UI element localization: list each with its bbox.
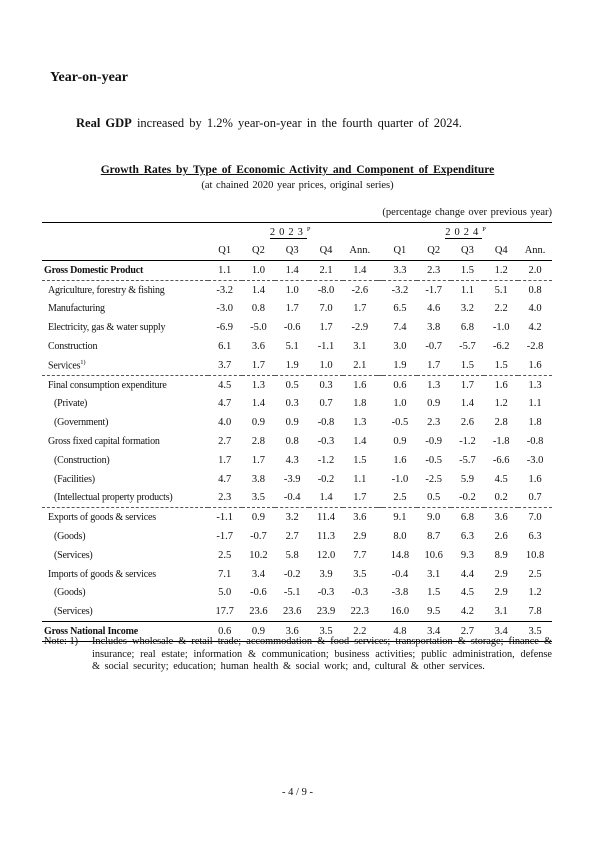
- row-label-text: (Private): [54, 398, 88, 410]
- row-label: [42, 527, 208, 546]
- row-label-text: Construction: [48, 341, 98, 353]
- row-label-text: (Facilities): [54, 473, 95, 485]
- table-row: [42, 413, 552, 432]
- table-cell: 17.7: [208, 602, 242, 621]
- table-cell: 2.5: [528, 568, 542, 580]
- row-label: [42, 280, 208, 299]
- table-cell: -5.7: [459, 341, 476, 353]
- table-cell: 2.6: [494, 531, 508, 543]
- table-cell: 4.2: [451, 602, 485, 621]
- quarter-header-row: [42, 241, 552, 261]
- year-2023-label: 2023: [269, 227, 307, 239]
- table-cell: 10.2: [249, 549, 268, 561]
- table-cell: 1.8: [528, 417, 542, 429]
- table-cell: 1.8: [353, 398, 367, 410]
- table-cell: 1.7: [285, 303, 299, 315]
- table-cell: 3.6: [353, 512, 367, 524]
- row-label-text: Imports of goods & services: [48, 568, 156, 580]
- table-cell: 5.0: [218, 587, 232, 599]
- table-cell: 1.6: [518, 356, 552, 375]
- table-cell: -0.5: [425, 454, 442, 466]
- table-cell: 1.1: [528, 398, 542, 410]
- table-cell: 1.7: [251, 454, 265, 466]
- section-heading: Year-on-year: [50, 70, 129, 85]
- row-label: [42, 470, 208, 489]
- table-cell: -0.7: [425, 341, 442, 353]
- table-cell: -2.5: [425, 473, 442, 485]
- table-cell: 1.4: [353, 436, 367, 448]
- table-cell: 1.7: [319, 322, 333, 334]
- table-cell: -2.9: [351, 322, 369, 334]
- table-cell: 0.8: [528, 284, 542, 296]
- table-cell: 1.5: [451, 356, 485, 375]
- table-cell: 1.3: [251, 379, 265, 391]
- table-cell: 23.6: [275, 602, 309, 621]
- footnote-ref: 1): [80, 359, 86, 367]
- column-header: Ann.: [518, 241, 552, 261]
- table-row: [42, 356, 552, 375]
- table-cell: -1.2: [317, 454, 335, 466]
- table-cell: 4.5: [218, 379, 232, 391]
- table-cell: 1.2: [528, 587, 542, 599]
- growth-rates-table: [42, 222, 552, 642]
- table-cell: 0.5: [285, 379, 299, 391]
- table-row: [42, 584, 552, 603]
- table-cell: 1.3: [353, 417, 367, 429]
- row-label-text: Services: [48, 360, 81, 372]
- table-cell: 6.5: [393, 303, 407, 315]
- table-cell: 3.0: [393, 341, 407, 353]
- row-label-text: Electricity, gas & water supply: [48, 322, 166, 334]
- table-cell: 7.0: [528, 512, 542, 524]
- table-cell: 1.5: [484, 356, 518, 375]
- table-cell: 5.1: [285, 341, 299, 353]
- table-cell: 1.5: [451, 261, 485, 281]
- table-cell: 2.3: [427, 417, 441, 429]
- table-cell: -1.7: [425, 284, 442, 296]
- table-cell: 1.6: [494, 379, 508, 391]
- column-header: Q1: [383, 241, 417, 261]
- table-cell: 14.8: [390, 549, 410, 561]
- table-cell: 1.9: [275, 356, 309, 375]
- table-row: [42, 280, 552, 299]
- table-cell: -1.8: [492, 436, 510, 448]
- table-cell: 1.1: [460, 284, 475, 296]
- table-cell: 3.1: [353, 341, 367, 353]
- column-header: Q2: [242, 241, 276, 261]
- table-cell: 1.6: [393, 454, 407, 466]
- row-label: [42, 261, 208, 281]
- year-2023-mark: P: [306, 225, 315, 233]
- table-row: [42, 470, 552, 489]
- table-cell: 12.0: [316, 549, 336, 561]
- table-cell: 1.1: [208, 261, 242, 281]
- table-cell: 3.8: [427, 322, 441, 334]
- table-cell: 3.4: [417, 622, 451, 642]
- table-cell: -0.3: [317, 436, 335, 448]
- table-cell: 4.0: [528, 303, 542, 315]
- table-cell: 3.8: [251, 473, 265, 485]
- table-cell: -0.2: [317, 473, 335, 485]
- row-label-text: (Services): [54, 549, 93, 561]
- table-cell: 2.1: [343, 356, 377, 375]
- table-cell: 2.9: [353, 531, 367, 543]
- table-cell: 4.4: [460, 568, 475, 580]
- table-cell: 0.6: [393, 379, 407, 391]
- footnote-text: Includes wholesale & retail trade; accommodation & food services; transportation & storage; finance & insurance; real estate; information & communication; business activities; public administration, defense & social security; education; human health & social work; and, cultural & other services.: [92, 636, 552, 673]
- table-cell: 2.7: [451, 622, 485, 642]
- table-cell: 6.8: [460, 322, 475, 334]
- table-cell: 16.0: [383, 602, 417, 621]
- table-cell: 0.2: [484, 489, 518, 508]
- row-label-text: (Goods): [54, 531, 86, 543]
- table-cell: 0.8: [251, 303, 265, 315]
- footnote: [44, 636, 552, 674]
- row-label: [42, 432, 208, 451]
- row-label-text: (Goods): [54, 587, 86, 599]
- table-cell: 3.4: [251, 568, 265, 580]
- table-cell: 1.5: [353, 454, 367, 466]
- row-label-text: (Services): [54, 606, 93, 618]
- table-cell: 1.2: [484, 261, 518, 281]
- row-label: [42, 356, 208, 375]
- row-label-text: (Intellectual property products): [54, 492, 173, 504]
- table-cell: 7.8: [518, 602, 552, 621]
- table-cell: 3.5: [242, 489, 276, 508]
- table-cell: 11.4: [317, 512, 335, 524]
- table-cell: 0.9: [251, 417, 265, 429]
- table-cell: -0.4: [275, 489, 309, 508]
- row-label: [42, 337, 208, 356]
- table-cell: 0.5: [417, 489, 451, 508]
- table-cell: 6.3: [528, 531, 542, 543]
- row-label-text: Gross fixed capital formation: [48, 436, 160, 448]
- table-cell: 1.7: [460, 379, 475, 391]
- table-cell: 3.5: [518, 622, 552, 642]
- table-cell: -3.9: [283, 473, 301, 485]
- table-cell: 5.8: [285, 549, 299, 561]
- table-cell: 23.6: [242, 602, 276, 621]
- table-cell: 1.4: [343, 261, 377, 281]
- table-cell: 1.0: [285, 284, 299, 296]
- table-cell: 8.0: [393, 531, 407, 543]
- table-cell: 4.8: [383, 622, 417, 642]
- table-cell: 7.0: [319, 303, 333, 315]
- table-row: [42, 261, 552, 281]
- table-cell: -0.5: [391, 417, 409, 429]
- row-label: [42, 565, 208, 584]
- column-header: Q1: [208, 241, 242, 261]
- table-cell: 9.3: [460, 549, 475, 561]
- table-cell: 2.2: [343, 622, 377, 642]
- table-cell: 2.8: [494, 417, 508, 429]
- table-cell: 0.3: [319, 379, 333, 391]
- row-label: [42, 451, 208, 470]
- table-cell: 1.0: [309, 356, 343, 375]
- table-cell: 2.1: [309, 261, 343, 281]
- table-row: [42, 489, 552, 508]
- row-label: [42, 602, 208, 621]
- table-cell: 4.0: [218, 417, 232, 429]
- column-header: Ann.: [343, 241, 377, 261]
- row-label-text: (Construction): [54, 454, 110, 466]
- table-cell: 1.2: [494, 398, 508, 410]
- table-cell: -0.8: [526, 436, 544, 448]
- table-cell: 1.6: [528, 473, 542, 485]
- table-cell: -6.6: [492, 454, 510, 466]
- table-cell: 9.5: [417, 602, 451, 621]
- row-label: [42, 508, 208, 527]
- table-cell: 1.7: [242, 356, 276, 375]
- table-cell: 4.7: [218, 398, 232, 410]
- table-cell: -0.3: [351, 587, 369, 599]
- table-cell: 4.5: [460, 587, 475, 599]
- table-cell: 2.5: [218, 549, 232, 561]
- table-cell: -5.0: [250, 322, 267, 334]
- table-cell: 3.6: [275, 622, 309, 642]
- table-cell: -3.0: [216, 303, 233, 315]
- table-cell: 2.6: [460, 417, 475, 429]
- table-cell: 8.7: [427, 531, 441, 543]
- table-cell: 1.3: [427, 379, 441, 391]
- table-cell: 4.6: [427, 303, 441, 315]
- table-cell: 1.7: [417, 356, 451, 375]
- table-cell: 3.4: [484, 622, 518, 642]
- table-cell: 9.0: [427, 512, 441, 524]
- table-row: [42, 546, 552, 565]
- table-cell: -1.7: [216, 531, 233, 543]
- table-cell: -8.0: [317, 284, 335, 296]
- table-cell: 4.3: [285, 454, 299, 466]
- table-cell: 7.4: [393, 322, 407, 334]
- table-cell: 0.9: [427, 398, 441, 410]
- column-header: Q4: [484, 241, 518, 261]
- table-cell: 6.1: [218, 341, 232, 353]
- table-cell: 0.7: [518, 489, 552, 508]
- table-cell: 4.7: [218, 473, 232, 485]
- summary-sentence: [76, 116, 462, 131]
- table-cell: -2.8: [526, 341, 544, 353]
- year-2023-header: [208, 223, 377, 242]
- row-label: [42, 584, 208, 603]
- table-row: [42, 565, 552, 584]
- row-label: [42, 546, 208, 565]
- table-cell: -0.2: [283, 568, 301, 580]
- table-cell: 3.3: [383, 261, 417, 281]
- table-cell: 0.9: [242, 622, 276, 642]
- column-header: Q2: [417, 241, 451, 261]
- table-cell: 22.3: [343, 602, 377, 621]
- table-cell: 6.3: [460, 531, 475, 543]
- table-cell: 0.6: [208, 622, 242, 642]
- row-label-text: Gross Domestic Product: [44, 264, 144, 276]
- table-title: Growth Rates by Type of Economic Activity and Component of Expenditure: [100, 164, 495, 176]
- table-cell: -3.8: [391, 587, 409, 599]
- row-label: [42, 318, 208, 337]
- table-cell: -3.0: [526, 454, 544, 466]
- table-cell: -0.4: [391, 568, 409, 580]
- table-cell: -0.6: [250, 587, 267, 599]
- row-label: [42, 489, 208, 508]
- row-label-text: Exports of goods & services: [48, 512, 156, 524]
- table-cell: 11.3: [317, 531, 335, 543]
- table-cell: 8.9: [494, 549, 508, 561]
- table-cell: 1.4: [251, 284, 265, 296]
- table-cell: 4.2: [528, 322, 542, 334]
- table-cell: 2.0: [518, 261, 552, 281]
- table-cell: 10.8: [525, 549, 545, 561]
- table-cell: 23.9: [309, 602, 343, 621]
- year-2024-label: 2024: [445, 227, 483, 239]
- table-cell: 0.7: [319, 398, 333, 410]
- table-row: [42, 395, 552, 414]
- table-row: [42, 375, 552, 394]
- table-cell: -0.7: [250, 531, 267, 543]
- table-cell: 1.3: [528, 379, 542, 391]
- table-cell: 0.3: [285, 398, 299, 410]
- table-row: [42, 451, 552, 470]
- table-cell: 3.5: [353, 568, 367, 580]
- table-row: [42, 300, 552, 319]
- table-cell: -5.1: [283, 587, 301, 599]
- table-cell: 1.1: [353, 473, 367, 485]
- table-row: [42, 432, 552, 451]
- table-cell: 0.9: [285, 417, 299, 429]
- table-subtitle: (at chained 2020 year prices, original series): [201, 180, 394, 191]
- table-cell: 3.9: [319, 568, 333, 580]
- table-cell: 1.0: [242, 261, 276, 281]
- table-cell: -6.9: [216, 322, 233, 334]
- table-cell: -3.2: [216, 284, 233, 296]
- column-header: Q3: [451, 241, 485, 261]
- table-cell: 1.4: [275, 261, 309, 281]
- row-label: [42, 375, 208, 394]
- table-cell: 2.7: [218, 436, 232, 448]
- table-cell: 2.7: [285, 531, 299, 543]
- row-label: [42, 413, 208, 432]
- table-cell: 2.9: [494, 568, 508, 580]
- table-cell: -1.1: [216, 512, 233, 524]
- row-label-text: Gross National Income: [44, 626, 138, 638]
- table-cell: -0.3: [317, 587, 335, 599]
- table-cell: 5.9: [460, 473, 475, 485]
- table-cell: 3.6: [251, 341, 265, 353]
- table-cell: 2.8: [251, 436, 265, 448]
- table-cell: 1.4: [309, 489, 343, 508]
- table-cell: 1.7: [218, 454, 232, 466]
- table-cell: -1.1: [317, 341, 335, 353]
- table-cell: -3.2: [391, 284, 409, 296]
- table-cell: -6.2: [492, 341, 510, 353]
- table-cell: 1.4: [460, 398, 475, 410]
- table-cell: 3.6: [494, 512, 508, 524]
- row-label-text: Manufacturing: [48, 303, 105, 315]
- summary-rest: increased by 1.2% year-on-year in the fourth quarter of 2024.: [131, 116, 462, 130]
- table-cell: 0.9: [393, 436, 407, 448]
- table-cell: 3.2: [460, 303, 475, 315]
- table-unit: (percentage change over previous year): [382, 207, 552, 218]
- row-label-text: Final consumption expenditure: [48, 379, 167, 391]
- table-cell: 3.5: [309, 622, 343, 642]
- row-label: [42, 300, 208, 319]
- table-cell: 7.1: [218, 568, 232, 580]
- table-cell: 2.5: [383, 489, 417, 508]
- table-cell: 0.9: [251, 512, 265, 524]
- table-cell: 3.1: [427, 568, 441, 580]
- table-cell: 7.7: [353, 549, 367, 561]
- table-cell: 1.0: [393, 398, 407, 410]
- table-cell: 3.2: [285, 512, 299, 524]
- table-row: [42, 337, 552, 356]
- table-row: [42, 318, 552, 337]
- table-cell: 5.1: [494, 284, 508, 296]
- table-cell: -1.0: [492, 322, 510, 334]
- table-cell: 3.1: [484, 602, 518, 621]
- table-row: [42, 527, 552, 546]
- table-cell: -1.2: [459, 436, 476, 448]
- table-cell: -0.9: [425, 436, 442, 448]
- table-cell: 1.6: [353, 379, 367, 391]
- row-label-text: (Government): [54, 417, 109, 429]
- table-cell: 0.8: [285, 436, 299, 448]
- table-row: [42, 602, 552, 621]
- table-cell: 1.7: [343, 489, 377, 508]
- table-cell: 2.2: [494, 303, 508, 315]
- table-cell: 1.5: [427, 587, 441, 599]
- footnote-marker: Note: 1): [44, 636, 79, 647]
- table-cell: -5.7: [459, 454, 476, 466]
- table-row: [42, 508, 552, 527]
- table-cell: -0.6: [283, 322, 301, 334]
- table-cell: 9.1: [393, 512, 407, 524]
- row-label-text: Agriculture, forestry & fishing: [48, 284, 165, 296]
- column-header: Q4: [309, 241, 343, 261]
- table-cell: -0.2: [451, 489, 485, 508]
- table-cell: 2.3: [417, 261, 451, 281]
- page-number: - 4 / 9 -: [282, 787, 313, 798]
- table-cell: 2.3: [208, 489, 242, 508]
- table-cell: -2.6: [351, 284, 369, 296]
- table-cell: 6.8: [460, 512, 475, 524]
- table-cell: 1.9: [383, 356, 417, 375]
- summary-bold: Real GDP: [76, 116, 132, 130]
- table-cell: 4.5: [494, 473, 508, 485]
- table-cell: 10.6: [424, 549, 443, 561]
- table-cell: 3.7: [208, 356, 242, 375]
- table-cell: 1.4: [251, 398, 265, 410]
- table-cell: 1.7: [353, 303, 367, 315]
- year-header-row: [42, 223, 552, 242]
- column-header: Q3: [275, 241, 309, 261]
- table-cell: -1.0: [391, 473, 409, 485]
- row-label: [42, 395, 208, 414]
- table-cell: 2.9: [494, 587, 508, 599]
- year-2024-header: [383, 223, 552, 242]
- year-2024-mark: P: [482, 225, 490, 233]
- table-cell: -0.8: [317, 417, 335, 429]
